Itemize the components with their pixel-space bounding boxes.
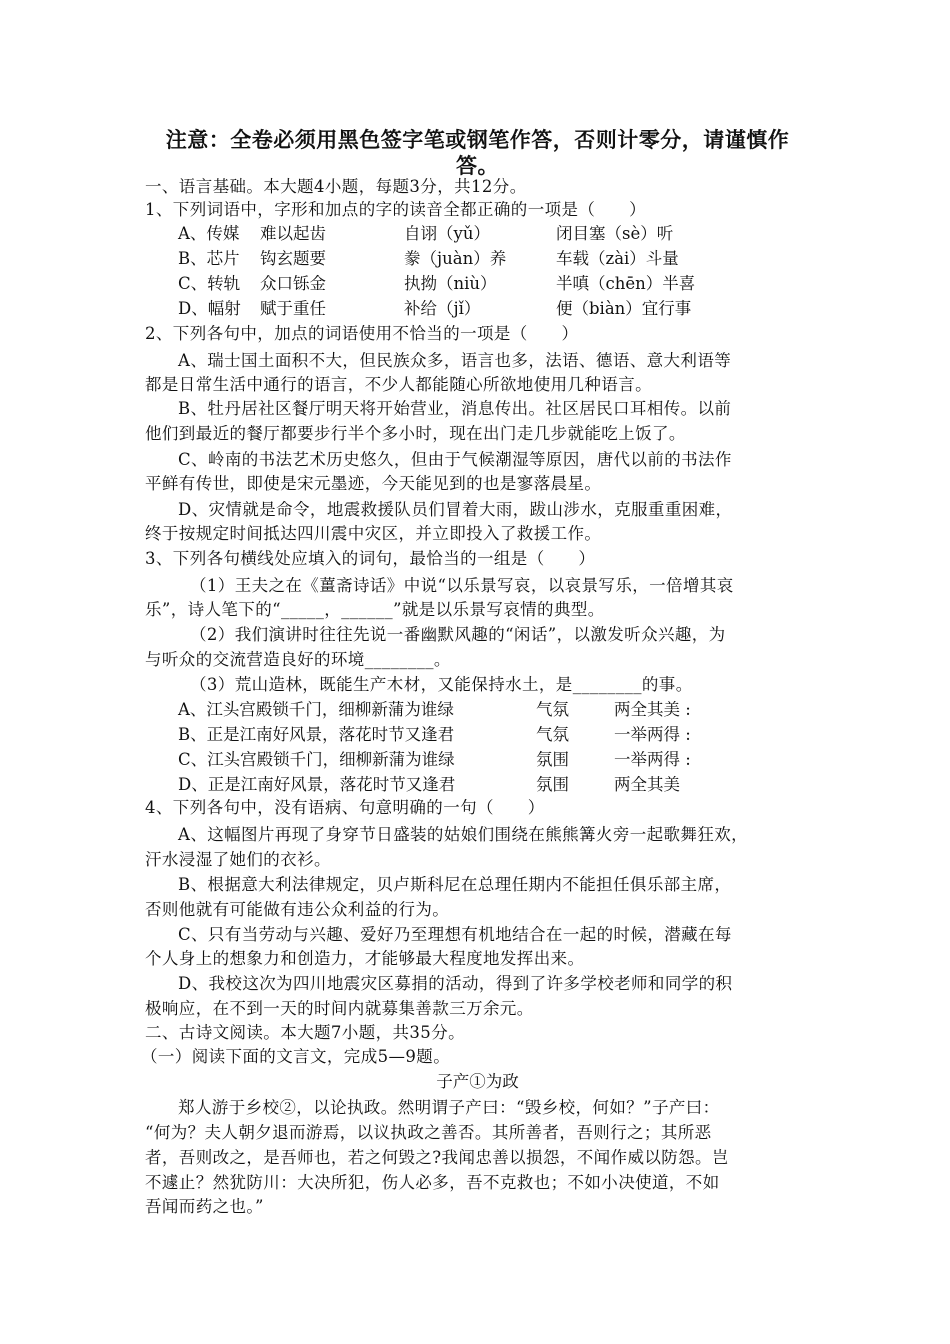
paragraph-line: 否则他就有可能做有违公众利益的行为。 (145, 900, 450, 919)
option-cell: 执拗（niù） (404, 274, 497, 293)
passage-title: 子产①为政 (436, 1072, 519, 1091)
question-stem: 2、下列各句中，加点的词语使用不恰当的一项是（ ） (145, 324, 579, 343)
paragraph-line: D、我校这次为四川地震灾区募捐的活动，得到了许多学校老师和同学的积 (178, 974, 733, 993)
option-cell: B、正是江南好风景，落花时节又逢君 (178, 725, 455, 744)
option-cell: 自诩（yǔ） (404, 224, 490, 243)
paragraph-line: 者，吾则改之，是吾师也，若之何毁之?我闻忠善以损怨，不闻作威以防怨。岂 (145, 1148, 729, 1167)
option-cell: 两全其美 (614, 775, 680, 794)
paragraph-line: “何为？夫人朝夕退而游焉，以议执政之善否。其所善者，吾则行之；其所恶 (145, 1123, 712, 1142)
paragraph-line: 极响应，在不到一天的时间内就募集善款三万余元。 (145, 999, 534, 1018)
option-cell: 补给（jǐ） (404, 299, 481, 318)
paragraph-line: B、牡丹居社区餐厅明天将开始营业，消息传出。社区居民口耳相传。以前 (178, 399, 732, 418)
option-cell: 众口铄金 (260, 274, 326, 293)
option-cell: 钩玄题要 (260, 249, 326, 268)
option-cell: 一举两得 : (614, 725, 691, 744)
section-heading: 二、古诗文阅读。本大题7小题，共35分。 (145, 1023, 465, 1042)
option-cell: 赋于重任 (260, 299, 326, 318)
paragraph-line: 都是日常生活中通行的语言，不少人都能随心所欲地使用几种语言。 (145, 375, 652, 394)
option-cell: A、传媒 (178, 224, 240, 243)
option-cell: D、幅射 (178, 299, 241, 318)
option-cell: A、江头宫殿锁千门，细柳新蒲为谁绿 (178, 700, 454, 719)
paragraph-line: 郑人游于乡校②，以论执政。然明谓子产曰：“毁乡校，何如？”子产曰： (178, 1098, 720, 1117)
paragraph-line: C、只有当劳动与兴趣、爱好乃至理想有机地结合在一起的时候，潜藏在每 (178, 925, 732, 944)
option-cell: C、江头宫殿锁千门，细柳新蒲为谁绿 (178, 750, 455, 769)
paragraph-line: 终于按规定时间抵达四川震中灾区，并立即投入了救援工作。 (145, 524, 602, 543)
option-cell: 气氛 (536, 700, 569, 719)
option-cell: 氛围 (536, 750, 569, 769)
question-stem: 1、下列词语中，字形和加点的字的读音全都正确的一项是（ ） (145, 200, 646, 219)
paragraph-line: A、这幅图片再现了身穿节日盛装的姑娘们围绕在熊熊篝火旁一起歌舞狂欢， (178, 825, 749, 844)
option-cell: 难以起齿 (260, 224, 326, 243)
option-cell: 氛围 (536, 775, 569, 794)
paragraph-line: 乐”，诗人笔下的“_____，______”就是以乐景写哀情的典型。 (145, 600, 605, 619)
paragraph-line: C、岭南的书法艺术历史悠久，但由于气候潮湿等原因，唐代以前的书法作 (178, 450, 732, 469)
option-cell: C、转轨 (178, 274, 241, 293)
option-cell: 便（biàn）宜行事 (556, 299, 692, 318)
option-cell: B、芯片 (178, 249, 240, 268)
option-cell: 两全其美 : (614, 700, 691, 719)
paragraph-line: 汗水浸湿了她们的衣衫。 (145, 850, 331, 869)
question-stem: 4、下列各句中，没有语病、句意明确的一句（ ） (145, 798, 545, 817)
paragraph-line: 不遽止？然犹防川：大决所犯，伤人必多，吾不克救也；不如小决使道，不如 (145, 1173, 720, 1192)
option-cell: 半嗔（chēn）半喜 (556, 274, 696, 293)
option-cell: 一举两得 : (614, 750, 691, 769)
option-cell: 闭目塞（sè）听 (556, 224, 674, 243)
paragraph-line: D、灾情就是命令，地震救援队员们冒着大雨，跋山涉水，克服重重困难， (178, 500, 733, 519)
paragraph-line: 平鲜有传世，即使是宋元墨迹，今天能见到的也是寥落晨星。 (145, 474, 602, 493)
paragraph-line: A、瑞士国土面积不大，但民族众多，语言也多，法语、德语、意大利语等 (178, 351, 732, 370)
option-cell: D、正是江南好风景，落花时节又逢君 (178, 775, 456, 794)
paragraph-line: 个人身上的想象力和创造力，才能够最大程度地发挥出来。 (145, 949, 585, 968)
paragraph-line: （1）王夫之在《薑斋诗话》中说“以乐景写哀，以哀景写乐，一倍增其哀 (190, 576, 734, 595)
paragraph-line: B、根据意大利法律规定，贝卢斯科尼在总理任期内不能担任俱乐部主席， (178, 875, 732, 894)
paragraph-line: 他们到最近的餐厅都要步行半个多小时，现在出门走几步就能吃上饭了。 (145, 424, 686, 443)
option-cell: 车载（zài）斗量 (556, 249, 679, 268)
question-stem: 3、下列各句横线处应填入的词句，最恰当的一组是（ ） (145, 549, 596, 568)
notice-heading: 注意：全卷必须用黑色签字笔或钢笔作答，否则计零分，请谨慎作答。 (165, 127, 790, 178)
option-cell: 气氛 (536, 725, 569, 744)
subsection-heading: （一）阅读下面的文言文，完成5—9题。 (141, 1047, 451, 1066)
paragraph-line: 与听众的交流营造良好的环境________。 (145, 650, 451, 669)
paragraph-line: 吾闻而药之也。” (145, 1197, 264, 1216)
section-heading: 一、语言基础。本大题4小题，每题3分，共12分。 (145, 177, 527, 196)
paragraph-line: （2）我们演讲时往往先说一番幽默风趣的“闲话”，以激发听众兴趣，为 (190, 625, 726, 644)
paragraph-line: （3）荒山造林，既能生产木材，又能保持水土，是________的事。 (190, 675, 693, 694)
option-cell: 豢（juàn）养 (404, 249, 507, 268)
